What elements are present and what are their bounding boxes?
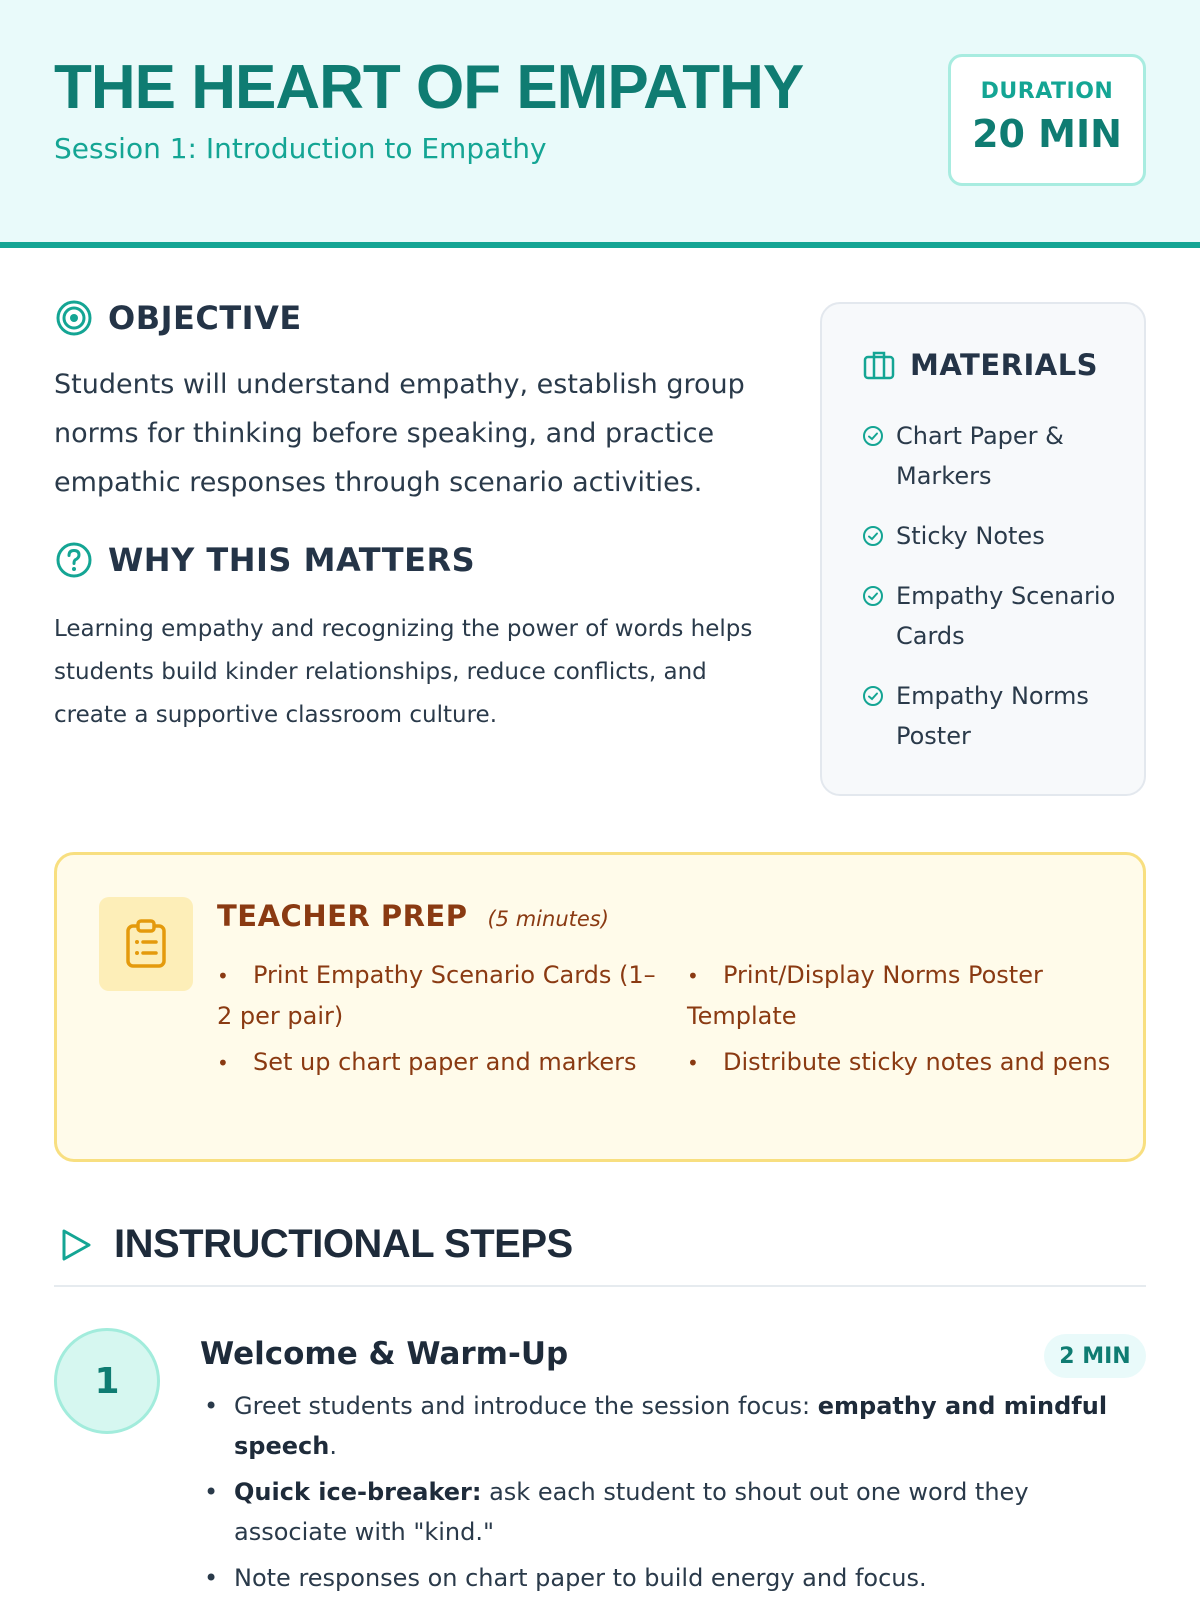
section-divider xyxy=(54,1285,1146,1287)
why-text: Learning empathy and recognizing the power of words helps students build kinder relationships, reduce conflicts, and create a supportive classroom culture. xyxy=(54,616,753,728)
target-icon xyxy=(54,298,94,338)
teacher-prep-item: • Set up chart paper and markers xyxy=(217,1048,637,1076)
duration-badge xyxy=(948,54,1146,186)
session-subtitle: Session 1: Introduction to Empathy xyxy=(54,132,547,165)
play-icon xyxy=(58,1226,94,1264)
teacher-prep-item: • Print/Display Norms Poster Template xyxy=(687,961,1043,1030)
materials-heading-text: MATERIALS xyxy=(910,348,1099,382)
step-number: 1 xyxy=(54,1328,160,1434)
objective-heading-text: OBJECTIVE xyxy=(108,299,302,337)
teacher-prep-duration: (5 minutes) xyxy=(487,907,609,931)
materials-list xyxy=(862,416,1132,776)
objective-heading xyxy=(54,298,302,338)
materials-item-label: Empathy Norms Poster xyxy=(896,682,1089,750)
check-circle-icon xyxy=(862,685,884,707)
teacher-prep-heading xyxy=(217,899,609,933)
step-bullet-text: . xyxy=(329,1432,337,1460)
materials-panel xyxy=(820,302,1146,796)
teacher-prep-item: • Print Empathy Scenario Cards (1–2 per pair) xyxy=(217,961,656,1030)
step-bullet-list xyxy=(200,1386,1130,1600)
step-bullet-emphasis: Quick ice-breaker: xyxy=(234,1478,482,1506)
step-bullet xyxy=(200,1472,1130,1552)
teacher-prep-column-right xyxy=(687,955,1127,1089)
check-circle-icon xyxy=(862,585,884,607)
duration-label: DURATION xyxy=(980,79,1114,104)
clipboard-icon xyxy=(124,918,168,970)
teacher-prep-panel xyxy=(54,852,1146,1162)
materials-item xyxy=(862,416,1132,496)
step-bullet-text: Note responses on chart paper to build energy and focus. xyxy=(234,1564,927,1592)
briefcase-icon xyxy=(862,348,896,382)
materials-item xyxy=(862,516,1132,556)
teacher-prep-column-left xyxy=(217,955,657,1089)
duration-value: 20 MIN xyxy=(972,112,1122,156)
materials-item xyxy=(862,676,1132,756)
materials-item-label: Empathy Scenario Cards xyxy=(896,582,1116,650)
step-bullet-text: ask each student to shout out one word they associate with "kind." xyxy=(234,1478,1029,1546)
question-circle-icon xyxy=(54,540,94,580)
teacher-prep-title: TEACHER PREP xyxy=(217,899,468,933)
materials-heading xyxy=(862,348,1098,382)
step-bullet-text: Greet students and introduce the session focus: xyxy=(234,1392,818,1420)
instructional-steps-heading xyxy=(58,1222,573,1267)
step-bullet xyxy=(200,1386,1130,1466)
teacher-prep-item-label: Distribute sticky notes and pens xyxy=(723,1048,1111,1076)
materials-item-label: Sticky Notes xyxy=(896,522,1045,550)
check-circle-icon xyxy=(862,425,884,447)
page-title: THE HEART OF EMPATHY xyxy=(54,53,804,122)
why-heading-text: WHY THIS MATTERS xyxy=(108,541,476,579)
step-bullet xyxy=(200,1558,1130,1598)
clipboard-icon-box xyxy=(99,897,193,991)
materials-item-label: Chart Paper & Markers xyxy=(896,422,1064,490)
step-duration-badge: 2 MIN xyxy=(1044,1334,1146,1378)
teacher-prep-item-label: Print Empathy Scenario Cards (1–2 per pair) xyxy=(217,961,656,1030)
teacher-prep-item: • Distribute sticky notes and pens xyxy=(687,1048,1111,1076)
objective-text: Students will understand empathy, establish group norms for thinking before speaking, and practice empathic responses through scenario activities. xyxy=(54,369,745,498)
step-bullet-emphasis: empathy and mindful speech xyxy=(234,1392,1108,1460)
teacher-prep-item-label: Set up chart paper and markers xyxy=(253,1048,637,1076)
page-header xyxy=(0,0,1200,248)
instructional-steps-title: INSTRUCTIONAL STEPS xyxy=(114,1222,573,1266)
check-circle-icon xyxy=(862,525,884,547)
step-title: Welcome & Warm-Up xyxy=(200,1336,569,1372)
why-heading xyxy=(54,540,475,580)
materials-item xyxy=(862,576,1132,656)
teacher-prep-item-label: Print/Display Norms Poster Template xyxy=(687,961,1043,1030)
